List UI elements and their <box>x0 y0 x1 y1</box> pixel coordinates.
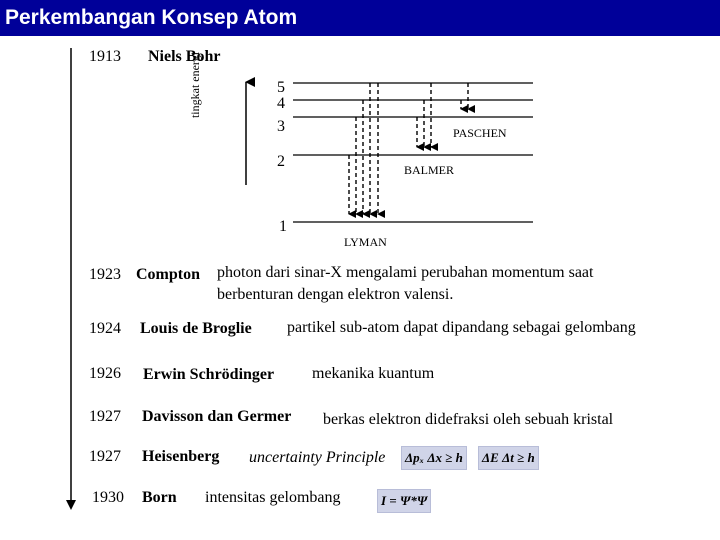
compton-name: Compton <box>136 266 201 283</box>
level-3-label: 3 <box>277 118 285 135</box>
compton-desc-2: berbenturan dengan elektron valensi. <box>217 286 454 303</box>
debroglie-name: Louis de Broglie <box>140 320 252 337</box>
heisenberg-name: Heisenberg <box>142 448 220 465</box>
energy-axis-label: tingkat energi <box>188 51 202 119</box>
compton-year: 1923 <box>89 266 121 283</box>
compton-desc: photon dari sinar-X mengalami perubahan momentum saat <box>217 264 594 281</box>
level-2-label: 2 <box>277 153 285 170</box>
heisenberg-year: 1927 <box>89 448 121 465</box>
lyman-transitions <box>349 83 378 214</box>
schrodinger-year: 1926 <box>89 365 121 382</box>
bohr-name: Niels Bohr <box>148 48 221 65</box>
heisenberg-desc: uncertainty Principle <box>249 449 386 466</box>
level-1-label: 1 <box>279 218 287 235</box>
bohr-year: 1913 <box>89 48 121 65</box>
davisson-name: Davisson dan Germer <box>142 408 292 425</box>
debroglie-desc: partikel sub-atom dapat dipandang sebagai gelombang <box>287 319 636 336</box>
paschen-label: PASCHEN <box>453 126 507 140</box>
debroglie-year: 1924 <box>89 320 121 337</box>
schrodinger-desc: mekanika kuantum <box>312 365 435 382</box>
born-desc: intensitas gelombang <box>205 489 341 506</box>
lyman-label: LYMAN <box>344 235 387 249</box>
level-5-label: 5 <box>277 79 285 96</box>
balmer-label: BALMER <box>404 163 455 177</box>
paschen-transitions <box>461 83 468 109</box>
level-4-label: 4 <box>277 95 285 112</box>
page-title: Perkembangan Konsep Atom <box>5 6 298 29</box>
davisson-desc: berkas elektron didefraksi oleh sebuah kristal <box>323 411 614 428</box>
schrodinger-name: Erwin Schrödinger <box>143 366 275 383</box>
heisenberg-formula-1: Δpₓ Δx ≥ h <box>401 446 467 470</box>
born-year: 1930 <box>92 489 124 506</box>
born-name: Born <box>142 489 177 506</box>
davisson-year: 1927 <box>89 408 121 425</box>
balmer-transitions <box>417 83 431 147</box>
timeline-arrowhead <box>66 500 76 510</box>
heisenberg-formula-2: ΔE Δt ≥ h <box>478 446 539 470</box>
born-formula: I = Ψ*Ψ <box>377 489 431 513</box>
